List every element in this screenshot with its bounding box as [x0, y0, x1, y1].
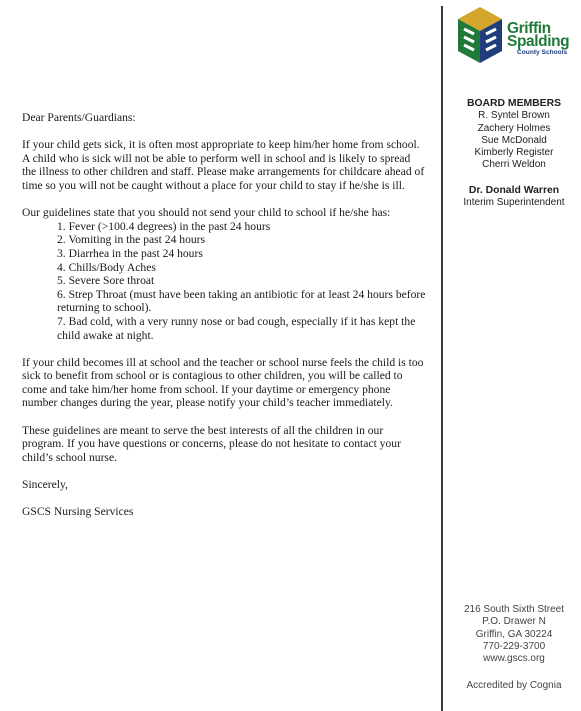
- address-website: www.gscs.org: [483, 653, 545, 665]
- logo-wordmark: [507, 22, 581, 57]
- district-logo: [450, 5, 578, 67]
- guidelines-section: [22, 206, 427, 342]
- paragraph-guidelines-purpose: These guidelines are meant to serve the best interests of all the children in our program. If you have questions or concerns, please do not hesitate to contact your child’s school nurse.: [22, 423, 401, 464]
- guideline-item: 7. Bad cold, with a very runny nose or bad cough, especially if it has kept the child awake at night.: [57, 314, 416, 342]
- guideline-item: 2. Vomiting in the past 24 hours: [57, 233, 206, 247]
- logo-name-line1: Griffin: [507, 20, 551, 37]
- guideline-item: 5. Severe Sore throat: [57, 274, 155, 288]
- board-member: Kimberly Register: [474, 147, 554, 159]
- guidelines-intro: Our guidelines state that you should not send your child to school if he/she has:: [22, 206, 391, 220]
- signature: GSCS Nursing Services: [22, 505, 134, 519]
- closing: Sincerely,: [22, 478, 68, 492]
- board-member: R. Syntel Brown: [478, 110, 550, 122]
- district-address: [447, 604, 581, 665]
- guideline-item: 4. Chills/Body Aches: [57, 260, 156, 274]
- superintendent-title: Interim Superintendent: [463, 197, 565, 209]
- letter-body: [22, 111, 427, 532]
- accreditation: Accredited by Cognia: [466, 680, 562, 691]
- address-street: 216 South Sixth Street: [463, 604, 565, 615]
- logo-mark-icon: [450, 5, 510, 67]
- guideline-item: 3. Diarrhea in the past 24 hours: [57, 246, 203, 260]
- guidelines-list: [22, 220, 427, 342]
- board-member: Cherri Weldon: [482, 159, 546, 171]
- guideline-item: 6. Strep Throat (must have been taking an antibiotic for at least 24 hours before returning to school).: [57, 287, 426, 315]
- address-po-box: P.O. Drawer N: [482, 616, 546, 628]
- board-members: [447, 98, 581, 172]
- paragraph-sick-children: If your child gets sick, it is often most appropriate to keep him/her home from school. A child who is sick will not be able to perform well in school and is likely to spread the illness to other children and staff. Please make arrangements for childcare ahead of time so you will not be caught without a place for your child to stay if he/she is ill.: [22, 138, 425, 192]
- sidebar-divider: [441, 6, 443, 711]
- superintendent-name: Dr. Donald Warren: [468, 185, 560, 196]
- board-member: Sue McDonald: [481, 134, 547, 146]
- superintendent: [447, 185, 581, 210]
- salutation: Dear Parents/Guardians:: [22, 111, 136, 124]
- paragraph-illness-at-school: If your child becomes ill at school and the teacher or school nurse feels the child is too sick to benefit from school or is contagious to other children, you will be called to come and take him/her home from school. If your daytime or emergency phone number changes during the year, please notify your child’s teacher immediately.: [22, 355, 424, 410]
- address-city: Griffin, GA 30224: [475, 628, 553, 640]
- board-member: Zachery Holmes: [477, 122, 551, 134]
- logo-subtitle: County Schools: [517, 49, 568, 56]
- guideline-item: 1. Fever (>100.4 degrees) in the past 24 hours: [57, 219, 271, 233]
- address-phone: 770-229-3700: [482, 640, 546, 652]
- logo-name-line2: Spalding: [507, 33, 570, 50]
- board-title: BOARD MEMBERS: [466, 98, 562, 109]
